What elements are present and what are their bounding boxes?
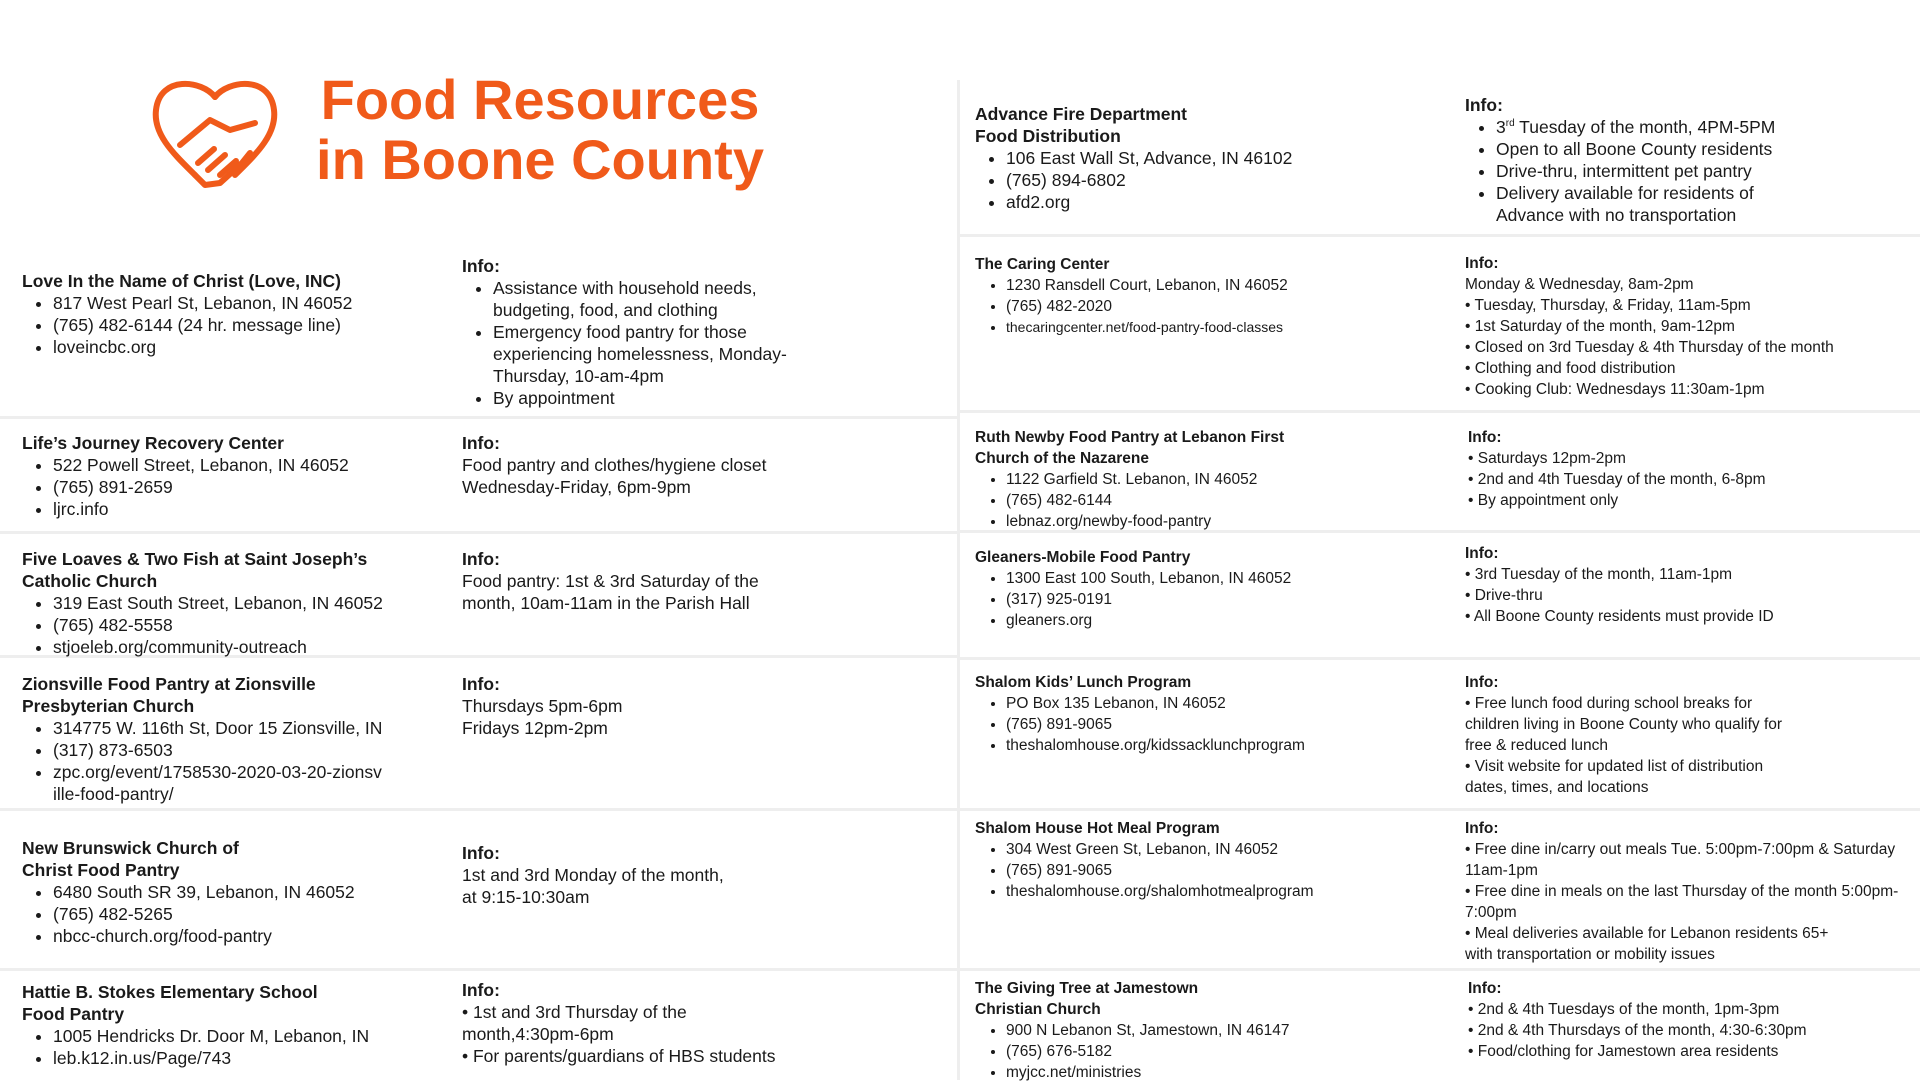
address: • 522 Powell Street, Lebanon, IN 46052 bbox=[53, 454, 452, 476]
info-line: • 2nd & 4th Tuesdays of the month, 1pm-3pm bbox=[1468, 1001, 1780, 1018]
info-line: • Food/clothing for Jamestown area residents bbox=[1468, 1043, 1779, 1060]
phone: • (765) 894-6802 bbox=[1006, 169, 1435, 191]
phone: • (765) 482-6144 (24 hr. message line) bbox=[53, 314, 452, 336]
resource-ruth-newby-info bbox=[1468, 427, 1908, 511]
resource-gleaners-info bbox=[1465, 543, 1905, 627]
website-link[interactable]: • afd2.org bbox=[1006, 191, 1435, 213]
info-line: at 9:15-10:30am bbox=[462, 887, 590, 907]
phone: • (317) 925-0191 bbox=[1006, 589, 1435, 610]
info-line: Food pantry: 1st & 3rd Saturday of the bbox=[462, 571, 759, 591]
resource-five-loaves bbox=[22, 548, 452, 658]
info-line: Monday & Wednesday, 8am-2pm bbox=[1465, 276, 1694, 293]
info-line: children living in Boone County who qualify for bbox=[1465, 716, 1783, 733]
website-link[interactable]: • nbcc-church.org/food-pantry bbox=[53, 925, 452, 947]
page-title: Food Resources in Boone County bbox=[316, 68, 764, 191]
info-line: • For parents/guardians of HBS students bbox=[462, 1046, 776, 1066]
resource-caring-center-info bbox=[1465, 253, 1915, 400]
info-label: Info: bbox=[462, 843, 500, 863]
info-line: dates, times, and locations bbox=[1465, 779, 1649, 796]
row-divider bbox=[960, 968, 1920, 971]
info-line: • Cooking Club: Wednesdays 11:30am-1pm bbox=[1465, 381, 1765, 398]
website-link[interactable]: • lebnaz.org/newby-food-pantry bbox=[1006, 511, 1435, 532]
address: • 1122 Garfield St. Lebanon, IN 46052 bbox=[1006, 469, 1435, 490]
resource-name: Gleaners-Mobile Food Pantry bbox=[975, 549, 1191, 566]
resource-name: Church of the Nazarene bbox=[975, 450, 1149, 467]
resource-name: Advance Fire Department bbox=[975, 104, 1188, 124]
info-label: Info: bbox=[462, 980, 500, 1000]
resource-name: Ruth Newby Food Pantry at Lebanon First bbox=[975, 429, 1285, 446]
website-link[interactable]: • theshalomhouse.org/shalomhotmealprogram bbox=[1006, 881, 1435, 902]
info-label: Info: bbox=[1468, 980, 1502, 997]
info-item: • Open to all Boone County residents bbox=[1496, 138, 1805, 160]
heart-handshake-icon bbox=[150, 75, 280, 195]
resource-advance-fire bbox=[975, 103, 1435, 213]
info-line: • By appointment only bbox=[1468, 492, 1619, 509]
phone: • (765) 482-2020 bbox=[1006, 296, 1435, 317]
address: • 817 West Pearl St, Lebanon, IN 46052 bbox=[53, 292, 452, 314]
address: • 314775 W. 116th St, Door 15 Zionsville, IN bbox=[53, 717, 452, 739]
info-line: • Free dine in meals on the last Thursday of the month 5:00pm- bbox=[1465, 883, 1899, 900]
phone: • (765) 676-5182 bbox=[1006, 1041, 1435, 1062]
website-link[interactable]: • loveincbc.org bbox=[53, 336, 452, 358]
info-label: Info: bbox=[1468, 429, 1502, 446]
resource-name: Zionsville Food Pantry at Zionsville bbox=[22, 674, 316, 694]
phone: • (765) 482-5265 bbox=[53, 903, 452, 925]
info-line: • 1st and 3rd Thursday of the bbox=[462, 1002, 687, 1022]
resource-name: Christian Church bbox=[975, 1001, 1101, 1018]
resource-shalom-kids bbox=[975, 672, 1435, 756]
resource-name: Life’s Journey Recovery Center bbox=[22, 433, 284, 453]
info-line: • 1st Saturday of the month, 9am-12pm bbox=[1465, 318, 1735, 335]
info-line: • Closed on 3rd Tuesday & 4th Thursday of the month bbox=[1465, 339, 1834, 356]
info-line: • Saturdays 12pm-2pm bbox=[1468, 450, 1626, 467]
info-label: Info: bbox=[1465, 820, 1499, 837]
info-line: 7:00pm bbox=[1465, 904, 1517, 921]
resource-hattie-stokes bbox=[22, 981, 452, 1069]
resource-name: The Giving Tree at Jamestown bbox=[975, 980, 1199, 997]
phone: • (765) 891-2659 bbox=[53, 476, 452, 498]
address: • 6480 South SR 39, Lebanon, IN 46052 bbox=[53, 881, 452, 903]
address: • 1300 East 100 South, Lebanon, IN 46052 bbox=[1006, 568, 1435, 589]
phone: • (765) 891-9065 bbox=[1006, 860, 1435, 881]
info-line: Thursdays 5pm-6pm bbox=[462, 696, 623, 716]
row-divider bbox=[960, 808, 1920, 811]
address: • 106 East Wall St, Advance, IN 46102 bbox=[1006, 147, 1435, 169]
info-line: 11am-1pm bbox=[1465, 862, 1538, 879]
info-line: with transportation or mobility issues bbox=[1465, 946, 1715, 963]
website-link[interactable]: • stjoeleb.org/community-outreach bbox=[53, 636, 452, 658]
resource-shalom-hot-meal bbox=[975, 818, 1435, 902]
info-line: Wednesday-Friday, 6pm-9pm bbox=[462, 477, 691, 497]
address: • 1230 Ransdell Court, Lebanon, IN 46052 bbox=[1006, 275, 1435, 296]
resource-new-brunswick-info bbox=[462, 842, 862, 908]
resource-name: Presbyterian Church bbox=[22, 696, 195, 716]
info-line: • 2nd & 4th Thursdays of the month, 4:30-6:30pm bbox=[1468, 1022, 1807, 1039]
info-line: • All Boone County residents must provide ID bbox=[1465, 608, 1774, 625]
resource-name: The Caring Center bbox=[975, 256, 1110, 273]
row-divider bbox=[960, 410, 1920, 413]
website-link[interactable]: • zpc.org/event/1758530-2020-03-20-zionsville-food-pantry/ bbox=[53, 761, 383, 805]
website-link[interactable]: • thecaringcenter.net/food-pantry-food-classes bbox=[1006, 317, 1435, 338]
info-item: • Drive-thru, intermittent pet pantry bbox=[1496, 160, 1805, 182]
info-label: Info: bbox=[1465, 545, 1499, 562]
info-line: • Tuesday, Thursday, & Friday, 11am-5pm bbox=[1465, 297, 1751, 314]
resource-life-journey bbox=[22, 432, 452, 520]
info-label: Info: bbox=[1465, 674, 1499, 691]
info-line: month, 10am-11am in the Parish Hall bbox=[462, 593, 750, 613]
info-item: • Assistance with household needs, budgeting, food, and clothing bbox=[493, 277, 792, 321]
resource-name: Food Distribution bbox=[975, 126, 1121, 146]
resource-name: Food Pantry bbox=[22, 1004, 125, 1024]
info-label: Info: bbox=[1465, 255, 1499, 272]
info-line: • Visit website for updated list of distribution bbox=[1465, 758, 1764, 775]
info-item: • Emergency food pantry for those experiencing homelessness, Monday-Thursday, 10-am-4pm bbox=[493, 321, 792, 387]
resource-name: New Brunswick Church of bbox=[22, 838, 239, 858]
resource-love-inc-info bbox=[462, 255, 792, 409]
website-link[interactable]: • theshalomhouse.org/kidssacklunchprogram bbox=[1006, 735, 1435, 756]
info-line: • Clothing and food distribution bbox=[1465, 360, 1676, 377]
info-label: Info: bbox=[1465, 95, 1503, 115]
info-line: month,4:30pm-6pm bbox=[462, 1024, 614, 1044]
resource-name: Love In the Name of Christ (Love, INC) bbox=[22, 271, 341, 291]
phone: • (765) 482-6144 bbox=[1006, 490, 1435, 511]
info-label: Info: bbox=[462, 674, 500, 694]
row-divider bbox=[960, 234, 1920, 237]
resource-ruth-newby bbox=[975, 427, 1435, 532]
row-divider bbox=[0, 968, 957, 971]
resource-name: Christ Food Pantry bbox=[22, 860, 180, 880]
resource-new-brunswick bbox=[22, 837, 452, 947]
resource-giving-tree bbox=[975, 978, 1435, 1083]
resource-love-inc bbox=[22, 270, 452, 358]
resource-life-journey-info bbox=[462, 432, 862, 498]
info-line: 1st and 3rd Monday of the month, bbox=[462, 865, 724, 885]
resource-giving-tree-info bbox=[1468, 978, 1908, 1062]
phone: • (765) 482-5558 bbox=[53, 614, 452, 636]
info-label: Info: bbox=[462, 433, 500, 453]
address: • 900 N Lebanon St, Jamestown, IN 46147 bbox=[1006, 1020, 1435, 1041]
info-line: • Free lunch food during school breaks for bbox=[1465, 695, 1753, 712]
resource-advance-fire-info bbox=[1465, 94, 1805, 226]
row-divider bbox=[0, 808, 957, 811]
info-label: Info: bbox=[462, 256, 500, 276]
resource-name: Catholic Church bbox=[22, 571, 158, 591]
phone: • (765) 891-9065 bbox=[1006, 714, 1435, 735]
website-link[interactable]: • myjcc.net/ministries bbox=[1006, 1062, 1435, 1083]
phone: • (317) 873-6503 bbox=[53, 739, 452, 761]
info-label: Info: bbox=[462, 549, 500, 569]
info-item: • Delivery available for residents of Advance with no transportation bbox=[1496, 182, 1805, 226]
address: • 304 West Green St, Lebanon, IN 46052 bbox=[1006, 839, 1435, 860]
website-link[interactable]: • leb.k12.in.us/Page/743 bbox=[53, 1047, 452, 1069]
row-divider bbox=[960, 657, 1920, 660]
resource-five-loaves-info bbox=[462, 548, 862, 614]
column-divider bbox=[957, 80, 960, 1080]
row-divider bbox=[0, 531, 957, 534]
website-link[interactable]: • gleaners.org bbox=[1006, 610, 1435, 631]
resource-zionsville bbox=[22, 673, 452, 805]
resource-zionsville-info bbox=[462, 673, 862, 739]
resource-gleaners bbox=[975, 547, 1435, 631]
info-line: Fridays 12pm-2pm bbox=[462, 718, 608, 738]
info-item: • By appointment bbox=[493, 387, 792, 409]
website-link[interactable]: • ljrc.info bbox=[53, 498, 452, 520]
info-line: • Drive-thru bbox=[1465, 587, 1543, 604]
resource-shalom-hot-meal-info bbox=[1465, 818, 1920, 965]
resource-hattie-stokes-info bbox=[462, 979, 862, 1067]
resource-name: Five Loaves & Two Fish at Saint Joseph’s bbox=[22, 549, 368, 569]
resource-name: Shalom House Hot Meal Program bbox=[975, 820, 1220, 837]
resource-name: Hattie B. Stokes Elementary School bbox=[22, 982, 318, 1002]
info-line: • Free dine in/carry out meals Tue. 5:00pm-7:00pm & Saturday bbox=[1465, 841, 1896, 858]
address: • 1005 Hendricks Dr. Door M, Lebanon, IN bbox=[53, 1025, 452, 1047]
address: • PO Box 135 Lebanon, IN 46052 bbox=[1006, 693, 1435, 714]
info-line: • 2nd and 4th Tuesday of the month, 6-8pm bbox=[1468, 471, 1766, 488]
info-line: Food pantry and clothes/hygiene closet bbox=[462, 455, 767, 475]
resource-name: Shalom Kids’ Lunch Program bbox=[975, 674, 1192, 691]
info-item: • 3rd Tuesday of the month, 4PM-5PM bbox=[1496, 116, 1805, 138]
row-divider bbox=[0, 416, 957, 419]
resource-caring-center bbox=[975, 254, 1435, 338]
resource-shalom-kids-info bbox=[1465, 672, 1905, 798]
info-line: • 3rd Tuesday of the month, 11am-1pm bbox=[1465, 566, 1733, 583]
address: • 319 East South Street, Lebanon, IN 46052 bbox=[53, 592, 452, 614]
info-line: • Meal deliveries available for Lebanon residents 65+ bbox=[1465, 925, 1829, 942]
info-line: free & reduced lunch bbox=[1465, 737, 1609, 754]
